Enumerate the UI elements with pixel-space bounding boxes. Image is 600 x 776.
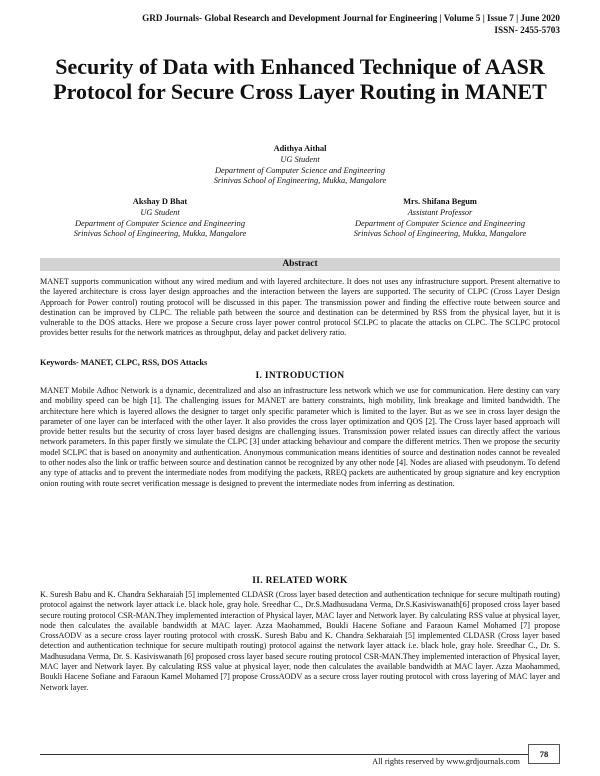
footer-rights: All rights reserved by www.grdjournals.com [372, 757, 520, 766]
author-role: UG Student [140, 207, 180, 217]
journal-header-issn: ISSN- 2455-5703 [494, 25, 560, 35]
author-name: Adithya Aithal [273, 144, 327, 153]
author-block-3 [316, 197, 564, 240]
footer-divider [40, 754, 560, 755]
introduction-text: MANET Mobile Adhoc Network is a dynamic, decentralized and also an infrastructure less network which we use for communication. Here destiny can vary and mobility speed can be high [1]. The challenging issues for MANET are battery constraints, high mobility, link breakage and limited bandwidth. The architecture here which is layered allows the designer to target only specific parameter which is limited to the layer. But as we see in cross layer design the parameter of one layer can be interfaced with the other layer. It also provides the cross layer optimization and QOS [2]. The Cross layer based approach will provide better results but the security of cross layer based designs are challenging issues. Transmission power related issues can directly affect the various network parameters. In this paper firstly we simulate the CLPC [3] under attacking behaviour and compare the different metrics. Then we propose the security model SCLPC that is based on anonymity and authentication. Anonymous communication means identities of source and destination nodes cannot be revealed to other nodes also the link or traffic between source and destination cannot be recognized by any other node [4]. Nodes are aliased with pseudonym. To defend any type of attacks and to prevent the intermediate nodes from modifying the packets, RREQ packets are authenticated by group signature and key encryption onion routing with route secret verification message is designed to prevent the intermediate nodes from inferring as destination. [40, 386, 560, 488]
abstract-text: MANET supports communication without any wired medium and with layered architecture. It does not uses any infrastructure support. Present alternative to the layered architecture is cross layer design approaches and the interaction between the layers are supported. The security of CLPC (Cross Layer Design Approach for Power control) routing protocol will be discussed in this paper. The transmission power and finding the effective route between source and destination can be improved by CLPC. The reliable path between the source and destination can be determined by RSS from the physical layer, but it is vulnerable to the DOS attacks. Here we propose a Secure cross layer power control protocol SCLPC to placate the attacks on CLPC. The SCLPC protocol provides better results for the network matrices as throughput, delay and packet delivery ratio. [40, 277, 560, 338]
author-role: Assistant Professor [407, 207, 473, 217]
author-role: UG Student [280, 154, 320, 164]
section-heading-introduction: I. INTRODUCTION [255, 371, 345, 381]
abstract-heading: Abstract [40, 258, 560, 271]
section-heading-related-work: II. RELATED WORK [252, 576, 348, 586]
author-name: Mrs. Shifana Begum [403, 197, 477, 206]
author-school: Srinivas School of Engineering, Mukka, Mangalore [73, 229, 247, 239]
author-department: Department of Computer Science and Engineering [214, 165, 386, 175]
author-department: Department of Computer Science and Engineering [74, 218, 246, 228]
author-department: Department of Computer Science and Engineering [354, 218, 526, 228]
related-work-text: K. Suresh Babu and K. Chandra Sekharaiah [5] implemented CLDASR (Cross layer based detection and authentication technique for secure multipath routing) protocol against the network layer attack i.e. black hole, gray hole. Sreedhar C., Dr.S.Madhusudana Verma, Dr.S.Kasiviswanath[6] proposed cross layer based secure routing protocol CSR-MAN.They implemented interaction of Physical layer, MAC layer and Network layer. By calculating RSS value at physical layer, node then calculates the available bandwidth at MAC layer. Azza Maohammed, Boukli Hacene Sofiane and Faraoun Kamel Mohamed [7] propose CrossAODV as a secure cross layer routing protocol with crossK. Suresh Babu and K. Chandra Sekharaiah [5] implemented CLDASR (Cross layer based detection and authentication technique for secure multipath routing) protocol against the network layer attack i.e. black hole, gray hole. Sreedhar C., Dr. S. Madhusudana Verma, Dr. S. Kasiviswanath [6] proposed cross layer based secure routing protocol CSR-MAN.They implemented interaction of Physical layer, MAC layer and Network layer. By calculating RSS value at physical layer, node then calculates the available bandwidth at MAC layer. Azza Maohammed, Boukli Hacene Sofiane and Faraoun Kamel Mohamed [7] propose CrossAODV as a secure cross layer routing protocol with cross layering of MAC layer and Network layer. [40, 590, 560, 692]
author-block-2 [40, 197, 280, 240]
author-block-1 [150, 144, 450, 187]
keywords: Keywords- MANET, CLPC, RSS, DOS Attacks [40, 358, 208, 367]
journal-header [142, 12, 560, 36]
author-name: Akshay D Bhat [132, 197, 188, 206]
page-number: 78 [528, 744, 560, 764]
journal-header-line1: GRD Journals- Global Research and Development Journal for Engineering | Volume 5 | Issue 7 | June 2020 [142, 13, 560, 23]
author-school: Srinivas School of Engineering, Mukka, Mangalore [353, 229, 527, 239]
paper-title: Security of Data with Enhanced Technique of AASR Protocol for Secure Cross Layer Routing in MANET [53, 54, 547, 104]
author-school: Srinivas School of Engineering, Mukka, Mangalore [213, 176, 387, 186]
